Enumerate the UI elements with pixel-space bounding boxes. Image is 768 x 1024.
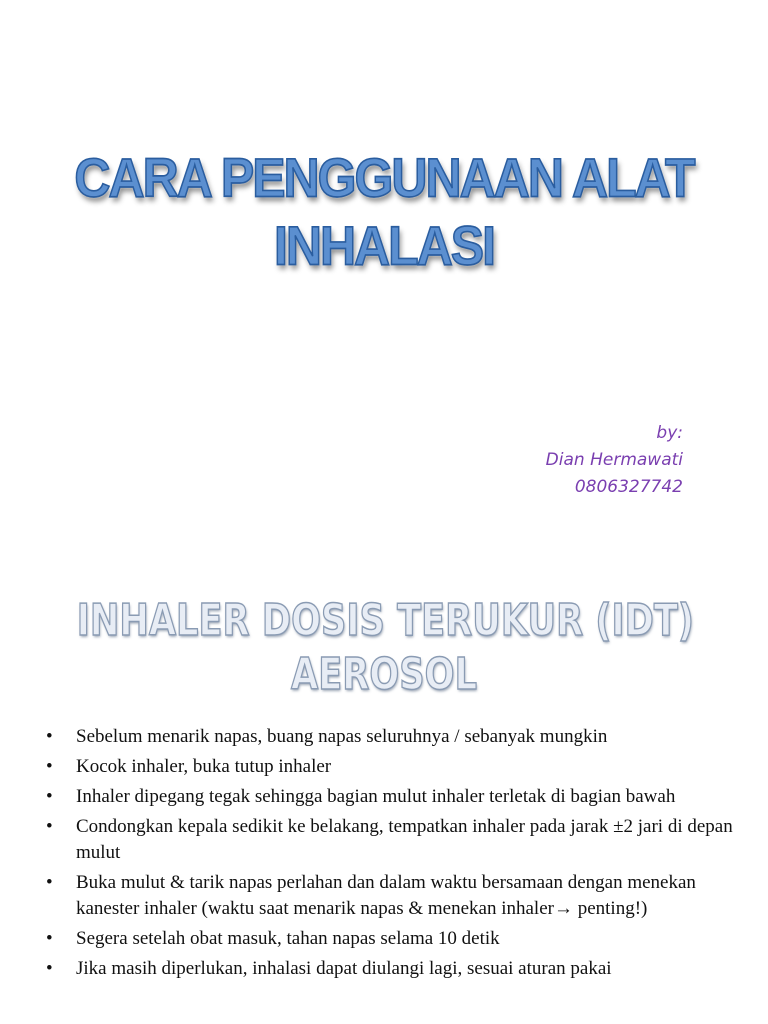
list-item bbox=[46, 784, 736, 810]
bullet-icon: • bbox=[46, 928, 53, 949]
slide-title-line-2: INHALASI bbox=[273, 215, 495, 277]
list-item-text: Segera setelah obat masuk, tahan napas selama 10 detik bbox=[76, 928, 500, 949]
instruction-list bbox=[46, 724, 736, 986]
list-item-text: Inhaler dipegang tegak sehingga bagian mulut inhaler terletak di bagian bawah bbox=[76, 786, 676, 807]
list-item bbox=[46, 956, 736, 982]
list-item-text: Jika masih diperlukan, inhalasi dapat diulangi lagi, sesuai aturan pakai bbox=[76, 958, 612, 979]
author-name: Dian Hermawati bbox=[545, 450, 683, 470]
author-byline bbox=[546, 420, 683, 501]
list-item bbox=[46, 724, 736, 750]
bullet-icon: • bbox=[46, 786, 53, 807]
author-id: 0806327742 bbox=[574, 477, 683, 497]
list-item-text: Kocok inhaler, buka tutup inhaler bbox=[76, 756, 332, 777]
list-item-text: Buka mulut & tarik napas perlahan dan dalam waktu bersamaan dengan menekan kanester inhaler (waktu saat menarik napas & menekan inhaler→ penting!) bbox=[76, 872, 696, 919]
bullet-icon: • bbox=[46, 872, 53, 893]
list-item bbox=[46, 814, 736, 866]
list-item bbox=[46, 926, 736, 952]
list-item-text: Sebelum menarik napas, buang napas seluruhnya / sebanyak mungkin bbox=[76, 726, 608, 747]
section-title-line-1: INHALER DOSIS TERUKUR (IDT) bbox=[76, 595, 694, 646]
list-item bbox=[46, 870, 736, 922]
section-title-line-2: AEROSOL bbox=[290, 649, 478, 700]
slide-title-line-1: CARA PENGGUNAAN ALAT bbox=[74, 147, 694, 209]
list-item bbox=[46, 754, 736, 780]
byline-label: by: bbox=[656, 423, 683, 443]
bullet-icon: • bbox=[46, 958, 53, 979]
bullet-icon: • bbox=[46, 756, 53, 777]
bullet-icon: • bbox=[46, 816, 53, 837]
bullet-icon: • bbox=[46, 726, 53, 747]
list-item-text: Condongkan kepala sedikit ke belakang, tempatkan inhaler pada jarak ±2 jari di depan mulut bbox=[76, 816, 733, 863]
